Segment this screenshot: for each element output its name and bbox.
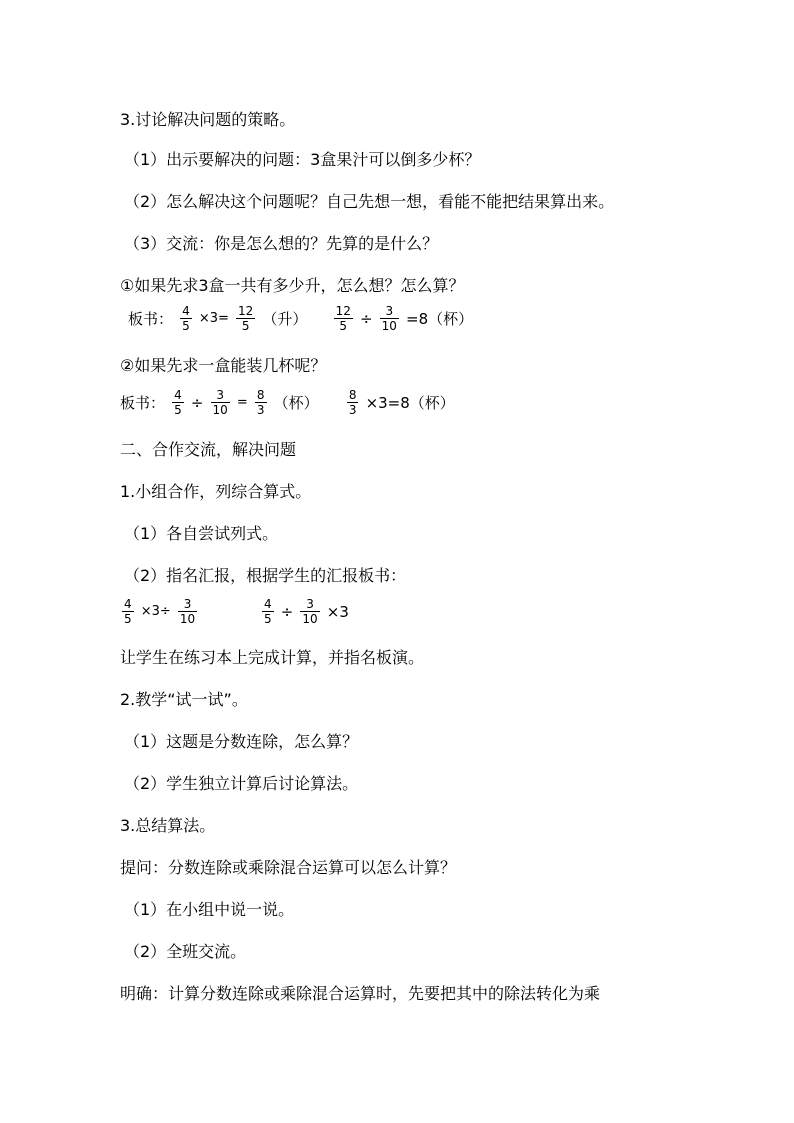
paragraph: （1）这题是分数连除，怎么算？ xyxy=(124,732,359,751)
fraction: $\frac{4}{5}$ xyxy=(174,388,182,417)
fraction: $\frac{4}{5}$ xyxy=(124,597,132,626)
fraction: $\frac{3}{10}$ xyxy=(302,597,318,626)
section-heading: 1.小组合作，列综合算式。 xyxy=(120,482,312,501)
board-formula-2 xyxy=(120,388,455,428)
unit: （杯） xyxy=(273,394,319,412)
paragraph: ①如果先求3盒一共有多少升，怎么想？怎么算？ xyxy=(120,276,465,295)
operator: = xyxy=(236,395,248,410)
unit: （升） xyxy=(262,310,308,328)
fraction: $\frac{4}{5}$ xyxy=(264,597,272,626)
operator: ×3 xyxy=(326,602,349,621)
operator: ÷ xyxy=(359,309,373,328)
expression-a xyxy=(120,597,199,637)
fraction: $\frac{3}{10}$ xyxy=(381,304,397,333)
fraction: $\frac{3}{10}$ xyxy=(179,597,196,626)
section-heading: 2.教学“试一试”。 xyxy=(120,690,248,709)
fraction: $\frac{8}{3}$ xyxy=(348,388,357,417)
operator: ×3= xyxy=(198,311,229,326)
section-heading: 3.讨论解决问题的策略。 xyxy=(120,110,296,129)
paragraph: （1）在小组中说一说。 xyxy=(124,900,295,919)
expression-b xyxy=(260,597,349,637)
section-heading: 二、合作交流，解决问题 xyxy=(120,440,297,459)
paragraph: （3）交流：你是怎么想的？先算的是什么？ xyxy=(124,234,439,253)
paragraph: （2）指名汇报，根据学生的汇报板书： xyxy=(124,566,407,585)
fraction: $\frac{12}{5}$ xyxy=(238,304,254,333)
operator: ÷ xyxy=(280,602,294,621)
board-label: 板书： xyxy=(128,310,174,328)
result: =8（杯） xyxy=(406,310,474,328)
paragraph: 提问：分数连除或乘除混合运算可以怎么计算？ xyxy=(120,858,457,877)
paragraph: （1）各自尝试列式。 xyxy=(124,524,279,543)
fraction: $\frac{12}{5}$ xyxy=(335,304,351,333)
board-label: 板书： xyxy=(120,394,166,412)
paragraph: （2）怎么解决这个问题呢？自己先想一想，看能不能把结果算出来。 xyxy=(124,192,615,211)
fraction: $\frac{3}{10}$ xyxy=(212,388,228,417)
paragraph: ②如果先求一盒能装几杯呢？ xyxy=(120,356,327,375)
operator: ×3÷ xyxy=(140,604,171,619)
paragraph: 明确：计算分数连除或乘除混合运算时，先要把其中的除法转化为乘 xyxy=(120,984,601,1003)
operator: ÷ xyxy=(190,393,204,412)
board-formula-1 xyxy=(128,304,473,344)
paragraph: （2）学生独立计算后讨论算法。 xyxy=(124,774,359,793)
fraction: $\frac{8}{3}$ xyxy=(256,388,265,417)
paragraph: （1）出示要解决的问题：3盒果汁可以倒多少杯？ xyxy=(124,150,481,169)
paragraph: 让学生在练习本上完成计算，并指名板演。 xyxy=(120,648,425,667)
fraction: $\frac{4}{5}$ xyxy=(182,304,190,333)
result: ×3=8（杯） xyxy=(365,394,455,412)
section-heading: 3.总结算法。 xyxy=(120,816,216,835)
paragraph: （2）全班交流。 xyxy=(124,942,247,961)
